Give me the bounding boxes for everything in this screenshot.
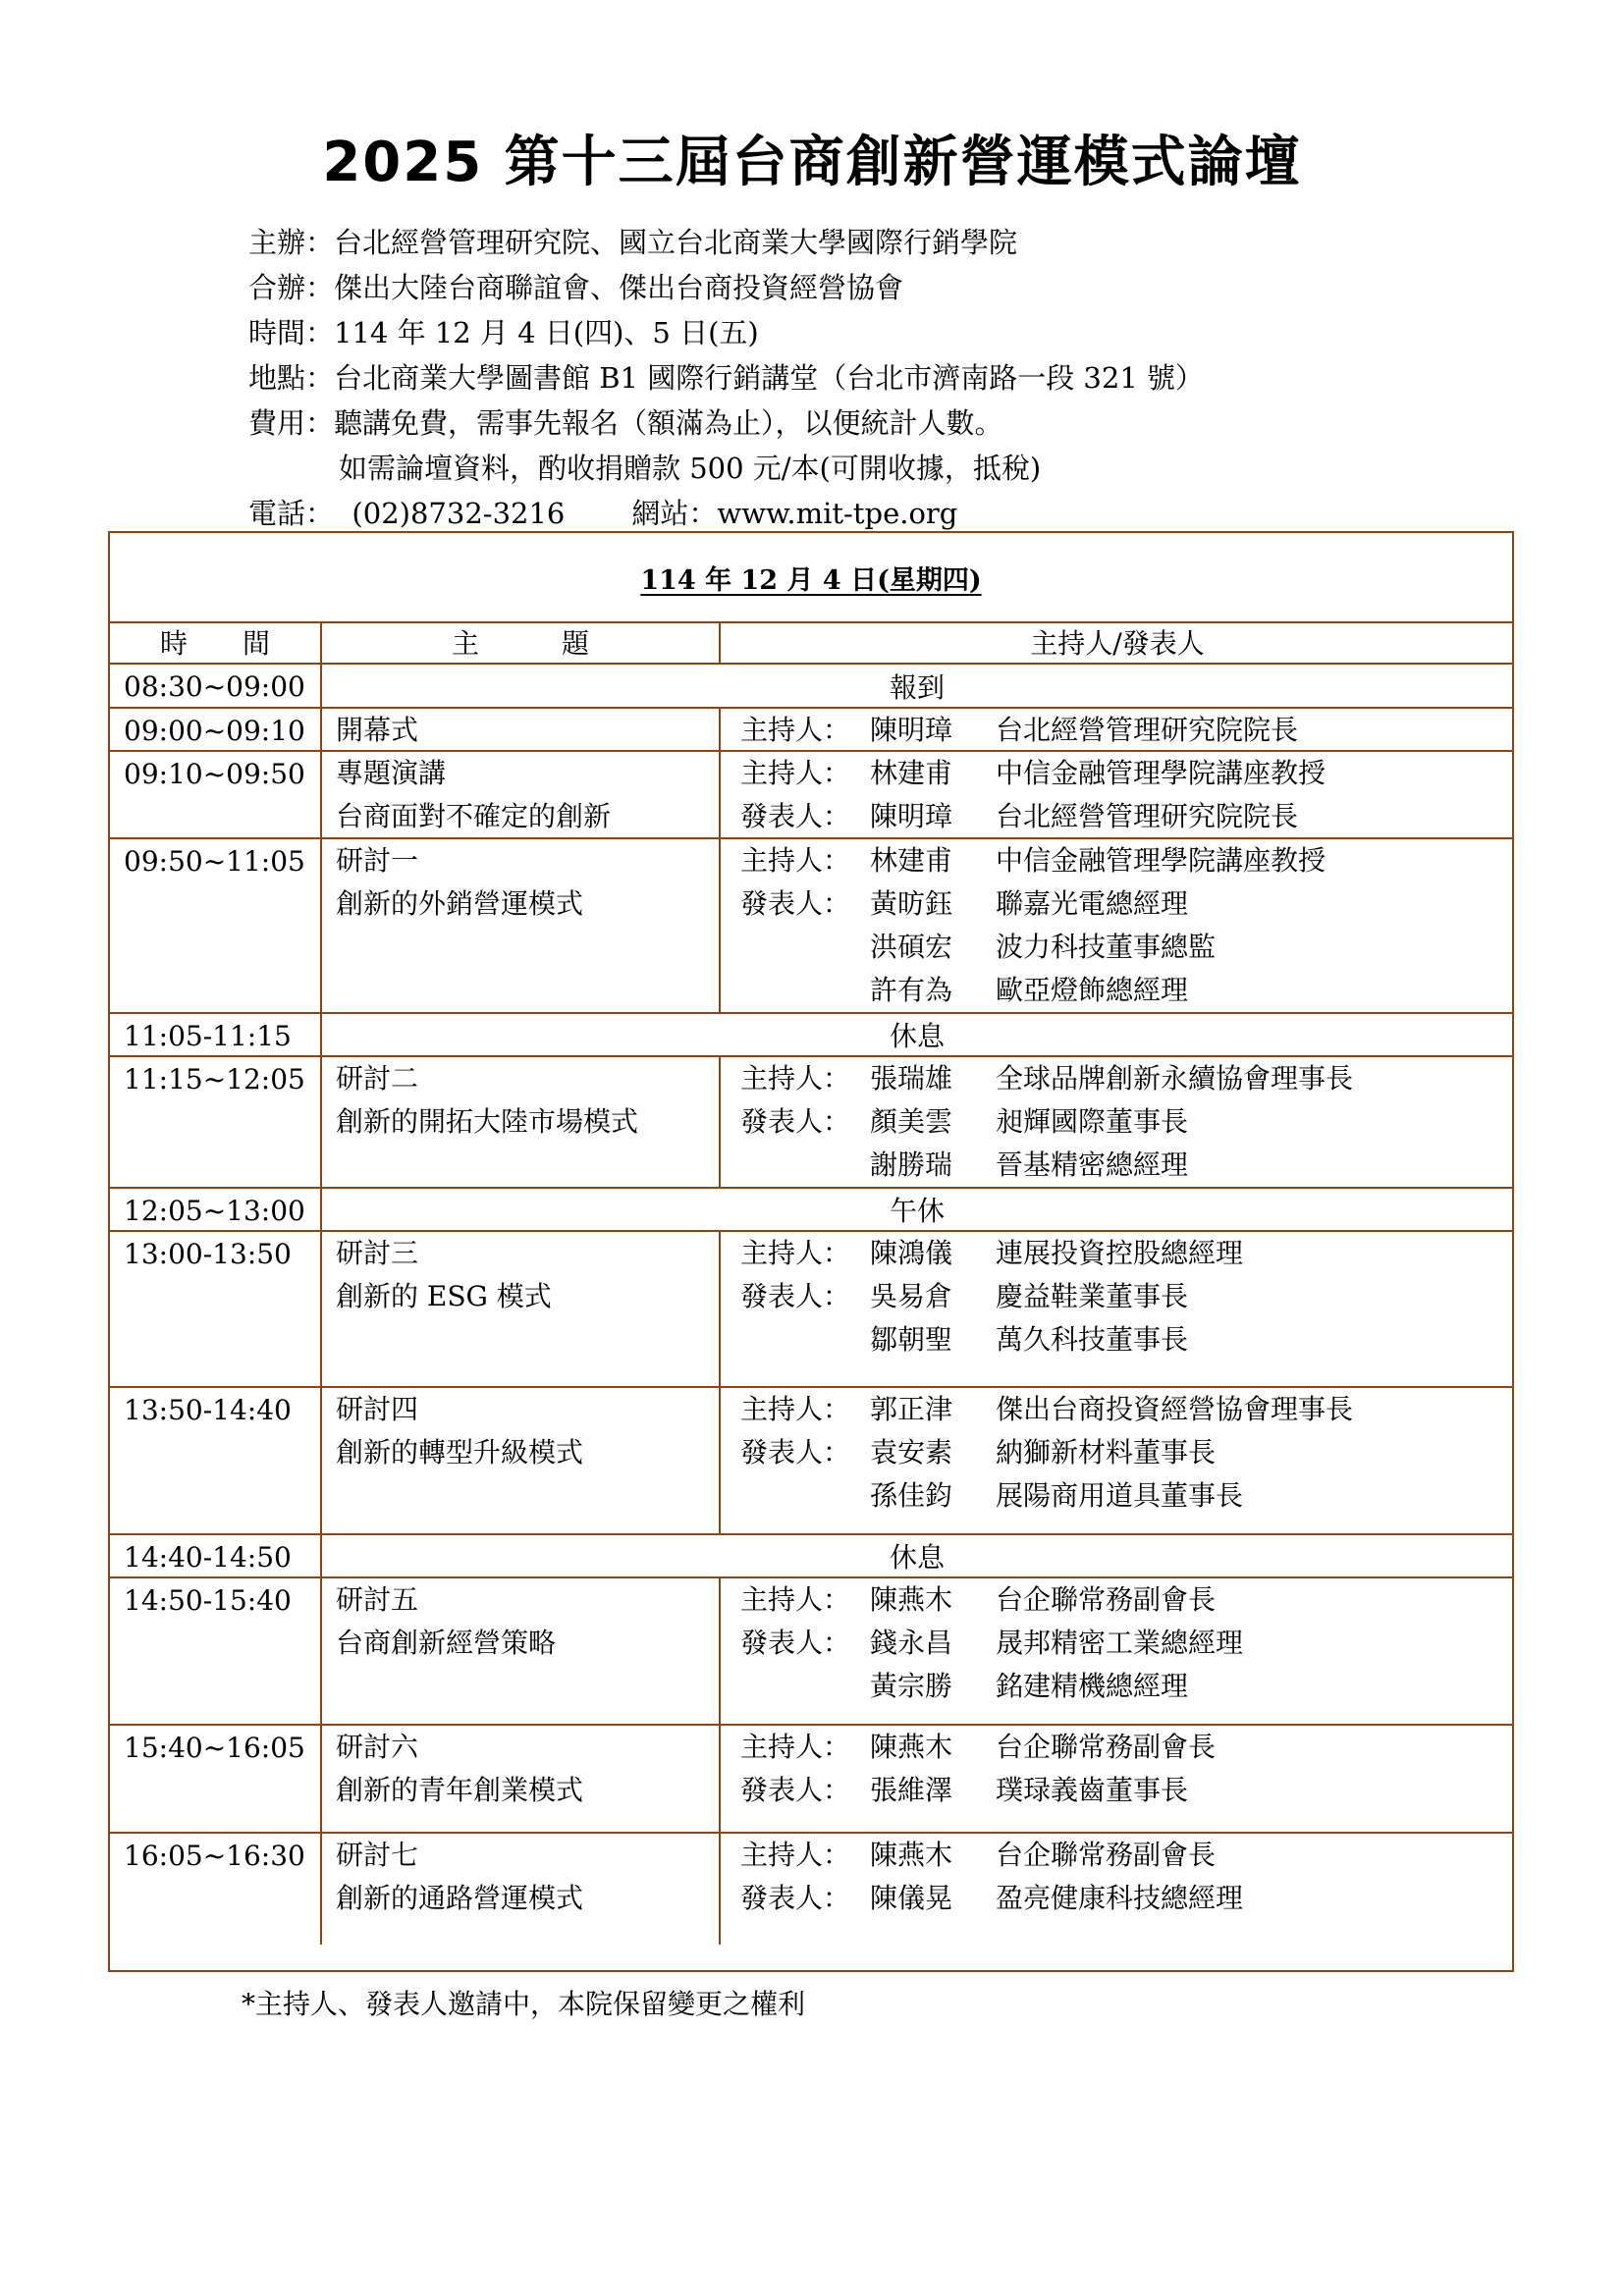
topic-line: 創新的青年創業模式 bbox=[336, 1774, 584, 1806]
table-row bbox=[110, 1834, 1512, 1945]
topic-line: 台商面對不確定的創新 bbox=[336, 800, 612, 832]
topic-cell bbox=[322, 709, 721, 750]
time-cell: 11:15~12:05 bbox=[110, 1057, 322, 1187]
merged-cell: 休息 bbox=[889, 1020, 945, 1052]
merged-cell: 休息 bbox=[889, 1541, 945, 1574]
role-label: 主持人： bbox=[740, 1839, 851, 1871]
topic-line: 創新的外銷營運模式 bbox=[336, 887, 584, 920]
person-title: 台企聯常務副會長 bbox=[996, 1731, 1217, 1763]
person-title: 傑出台商投資經營協會理事長 bbox=[996, 1393, 1354, 1425]
topic-line: 創新的轉型升級模式 bbox=[336, 1436, 584, 1468]
role-label: 發表人： bbox=[740, 1774, 851, 1806]
person-name: 錢永昌 bbox=[870, 1627, 953, 1659]
person-title: 聯嘉光電總經理 bbox=[996, 887, 1189, 920]
time-cell: 09:10~09:50 bbox=[110, 752, 322, 837]
role-label: 主持人： bbox=[740, 714, 851, 746]
table-row bbox=[110, 839, 1512, 1014]
role-label: 發表人： bbox=[740, 800, 851, 832]
role-label: 發表人： bbox=[740, 1882, 851, 1914]
table-row bbox=[110, 1189, 1512, 1232]
person-name: 黃昉鈺 bbox=[870, 887, 953, 920]
person-name: 郭正津 bbox=[870, 1393, 953, 1425]
person-name: 鄒朝聖 bbox=[870, 1323, 953, 1356]
person-line bbox=[740, 1883, 1514, 1926]
role-label: 發表人： bbox=[740, 1627, 851, 1659]
person-line bbox=[740, 1480, 1514, 1523]
role-label: 主持人： bbox=[740, 1393, 851, 1425]
person-line bbox=[740, 1394, 1514, 1437]
person-line bbox=[740, 1584, 1514, 1628]
table-row bbox=[110, 1057, 1512, 1189]
table-row bbox=[110, 1014, 1512, 1057]
phone-text: 電話： (02)8732-3216 bbox=[248, 497, 566, 530]
table-row bbox=[110, 1578, 1512, 1726]
topic-line: 研討二 bbox=[336, 1062, 419, 1095]
topic-line: 研討七 bbox=[336, 1839, 419, 1871]
person-title: 慶益鞋業董事長 bbox=[996, 1280, 1189, 1312]
person-name: 孫佳鈞 bbox=[870, 1479, 953, 1512]
role-label: 主持人： bbox=[740, 1583, 851, 1616]
people-cell bbox=[721, 1388, 1514, 1533]
people-cell bbox=[721, 752, 1514, 837]
role-label: 發表人： bbox=[740, 1280, 851, 1312]
role-label: 主持人： bbox=[740, 1237, 851, 1269]
person-title: 盈亮健康科技總經理 bbox=[996, 1882, 1244, 1914]
topic-line: 創新的 ESG 模式 bbox=[336, 1280, 552, 1312]
table-row bbox=[110, 665, 1512, 709]
person-line bbox=[740, 1281, 1514, 1324]
role-label bbox=[740, 1149, 870, 1193]
person-name: 陳儀晃 bbox=[870, 1882, 953, 1914]
person-line bbox=[740, 1628, 1514, 1671]
person-title: 晉基精密總經理 bbox=[996, 1148, 1189, 1181]
role-label: 發表人： bbox=[740, 1436, 851, 1468]
role-label: 發表人： bbox=[740, 887, 851, 920]
person-line bbox=[740, 1324, 1514, 1367]
person-title: 中信金融管理學院講座教授 bbox=[996, 844, 1326, 877]
people-cell bbox=[721, 1578, 1514, 1724]
person-name: 袁安素 bbox=[870, 1436, 953, 1468]
time-cell: 09:50~11:05 bbox=[110, 839, 322, 1012]
time-cell: 13:00-13:50 bbox=[110, 1232, 322, 1386]
role-label: 主持人： bbox=[740, 1731, 851, 1763]
merged-cell: 午休 bbox=[889, 1195, 945, 1227]
topic-line: 台商創新經營策略 bbox=[336, 1627, 557, 1659]
schedule-date: 114 年 12 月 4 日(星期四) bbox=[640, 564, 982, 596]
person-name: 陳明璋 bbox=[870, 714, 953, 746]
topic-cell bbox=[322, 1834, 721, 1945]
person-title: 中信金融管理學院講座教授 bbox=[996, 757, 1326, 789]
topic-cell bbox=[322, 839, 721, 1012]
website-link[interactable]: 網站：www.mit-tpe.org bbox=[631, 497, 958, 530]
topic-line: 研討一 bbox=[336, 844, 419, 877]
time-cell: 08:30~09:00 bbox=[110, 665, 322, 707]
topic-line: 開幕式 bbox=[336, 714, 419, 746]
footer-note: *主持人、發表人邀請中，本院保留變更之權利 bbox=[242, 1988, 806, 2020]
person-line bbox=[740, 1063, 1514, 1106]
table-row bbox=[110, 1535, 1512, 1578]
person-line bbox=[740, 888, 1514, 932]
person-name: 林建甫 bbox=[870, 844, 953, 877]
person-line bbox=[740, 1775, 1514, 1818]
person-name: 黃宗勝 bbox=[870, 1670, 953, 1702]
location-line: 地點：台北商業大學圖書館 B1 國際行銷講堂（台北市濟南路一段 321 號） bbox=[248, 361, 1204, 395]
table-row bbox=[110, 709, 1512, 752]
co-organizer-line: 合辦：傑出大陸台商聯誼會、傑出台商投資經營協會 bbox=[248, 271, 904, 304]
table-row bbox=[110, 752, 1512, 839]
role-label bbox=[740, 1671, 870, 1714]
topic-line: 專題演講 bbox=[336, 757, 447, 789]
person-line bbox=[740, 758, 1514, 801]
topic-line: 研討四 bbox=[336, 1393, 419, 1425]
fee-line: 費用：聽講免費，需事先報名（額滿為止），以便統計人數。 bbox=[248, 406, 1003, 440]
person-title: 全球品牌創新永續協會理事長 bbox=[996, 1062, 1354, 1095]
person-title: 波力科技董事總監 bbox=[996, 931, 1217, 963]
time-cell: 09:00~09:10 bbox=[110, 709, 322, 750]
topic-cell bbox=[322, 752, 721, 837]
role-label bbox=[740, 1480, 870, 1523]
person-title: 台企聯常務副會長 bbox=[996, 1583, 1217, 1616]
time-cell: 14:40-14:50 bbox=[110, 1535, 322, 1576]
time-cell: 14:50-15:40 bbox=[110, 1578, 322, 1724]
person-title: 台企聯常務副會長 bbox=[996, 1839, 1217, 1871]
schedule-table bbox=[108, 531, 1514, 1972]
people-cell bbox=[721, 839, 1514, 1012]
organizer-line: 主辦：台北經營管理研究院、國立台北商業大學國際行銷學院 bbox=[248, 226, 1018, 259]
person-name: 顏美雲 bbox=[870, 1105, 953, 1138]
person-title: 台北經營管理研究院院長 bbox=[996, 800, 1299, 832]
time-line: 時間：114 年 12 月 4 日(四)、5 日(五) bbox=[248, 316, 759, 349]
topic-cell bbox=[322, 1578, 721, 1724]
topic-line: 創新的開拓大陸市場模式 bbox=[336, 1105, 639, 1138]
person-line bbox=[740, 801, 1514, 844]
person-line bbox=[740, 1671, 1514, 1714]
topic-cell bbox=[322, 1057, 721, 1187]
contact-line bbox=[248, 491, 1204, 536]
people-cell bbox=[721, 1057, 1514, 1187]
person-line bbox=[740, 845, 1514, 888]
person-name: 張維澤 bbox=[870, 1774, 953, 1806]
person-title: 銘建精機總經理 bbox=[996, 1670, 1189, 1702]
column-header-people: 主持人/發表人 bbox=[721, 621, 1514, 665]
role-label bbox=[740, 975, 870, 1018]
role-label: 主持人： bbox=[740, 844, 851, 877]
person-title: 晟邦精密工業總經理 bbox=[996, 1627, 1244, 1659]
person-line bbox=[740, 932, 1514, 975]
person-title: 歐亞燈飾總經理 bbox=[996, 974, 1189, 1006]
topic-line: 創新的通路營運模式 bbox=[336, 1882, 584, 1914]
person-title: 連展投資控股總經理 bbox=[996, 1237, 1244, 1269]
person-name: 陳鴻儀 bbox=[870, 1237, 953, 1269]
time-cell: 15:40~16:05 bbox=[110, 1726, 322, 1832]
topic-line: 研討五 bbox=[336, 1583, 419, 1616]
people-cell bbox=[721, 1834, 1514, 1945]
people-cell bbox=[721, 709, 1514, 750]
topic-cell bbox=[322, 1232, 721, 1386]
role-label bbox=[740, 932, 870, 975]
schedule-date-header bbox=[110, 533, 1512, 623]
time-cell: 12:05~13:00 bbox=[110, 1189, 322, 1230]
person-title: 萬久科技董事長 bbox=[996, 1323, 1189, 1356]
person-name: 許有為 bbox=[870, 974, 953, 1006]
person-title: 展陽商用道具董事長 bbox=[996, 1479, 1244, 1512]
table-row bbox=[110, 1726, 1512, 1834]
person-title: 台北經營管理研究院院長 bbox=[996, 714, 1299, 746]
person-title: 璞琭義齒董事長 bbox=[996, 1774, 1189, 1806]
person-line bbox=[740, 1840, 1514, 1883]
person-name: 陳燕木 bbox=[870, 1839, 953, 1871]
role-label: 主持人： bbox=[740, 1062, 851, 1095]
topic-cell bbox=[322, 1388, 721, 1533]
person-name: 林建甫 bbox=[870, 757, 953, 789]
column-header-topic: 主 題 bbox=[322, 621, 721, 665]
event-info bbox=[248, 220, 1204, 536]
person-line bbox=[740, 1238, 1514, 1281]
person-line bbox=[740, 1149, 1514, 1193]
fee-note-line: 如需論壇資料，酌收捐贈款 500 元/本(可開收據，抵稅) bbox=[339, 452, 1042, 485]
person-title: 納獅新材料董事長 bbox=[996, 1436, 1217, 1468]
role-label: 發表人： bbox=[740, 1105, 851, 1138]
topic-cell bbox=[322, 1726, 721, 1832]
person-line bbox=[740, 1437, 1514, 1480]
role-label: 主持人： bbox=[740, 757, 851, 789]
time-cell: 11:05-11:15 bbox=[110, 1014, 322, 1055]
person-name: 陳燕木 bbox=[870, 1583, 953, 1616]
person-title: 昶輝國際董事長 bbox=[996, 1105, 1189, 1138]
table-row bbox=[110, 1232, 1512, 1388]
page-title: 2025 第十三屆台商創新營運模式論壇 bbox=[322, 131, 1302, 194]
column-header-time: 時 間 bbox=[110, 621, 322, 665]
person-line bbox=[740, 975, 1514, 1018]
person-name: 張瑞雄 bbox=[870, 1062, 953, 1095]
person-name: 洪碩宏 bbox=[870, 931, 953, 963]
topic-line: 研討三 bbox=[336, 1237, 419, 1269]
people-cell bbox=[721, 1726, 1514, 1832]
person-name: 謝勝瑞 bbox=[870, 1148, 953, 1181]
person-name: 吳易倉 bbox=[870, 1280, 953, 1312]
people-cell bbox=[721, 1232, 1514, 1386]
merged-cell: 報到 bbox=[889, 670, 945, 704]
person-line bbox=[740, 1106, 1514, 1149]
topic-line: 研討六 bbox=[336, 1731, 419, 1763]
time-cell: 13:50-14:40 bbox=[110, 1388, 322, 1533]
person-line bbox=[740, 1732, 1514, 1775]
person-name: 陳燕木 bbox=[870, 1731, 953, 1763]
person-name: 陳明璋 bbox=[870, 800, 953, 832]
time-cell: 16:05~16:30 bbox=[110, 1834, 322, 1945]
role-label bbox=[740, 1324, 870, 1367]
table-row bbox=[110, 1388, 1512, 1535]
